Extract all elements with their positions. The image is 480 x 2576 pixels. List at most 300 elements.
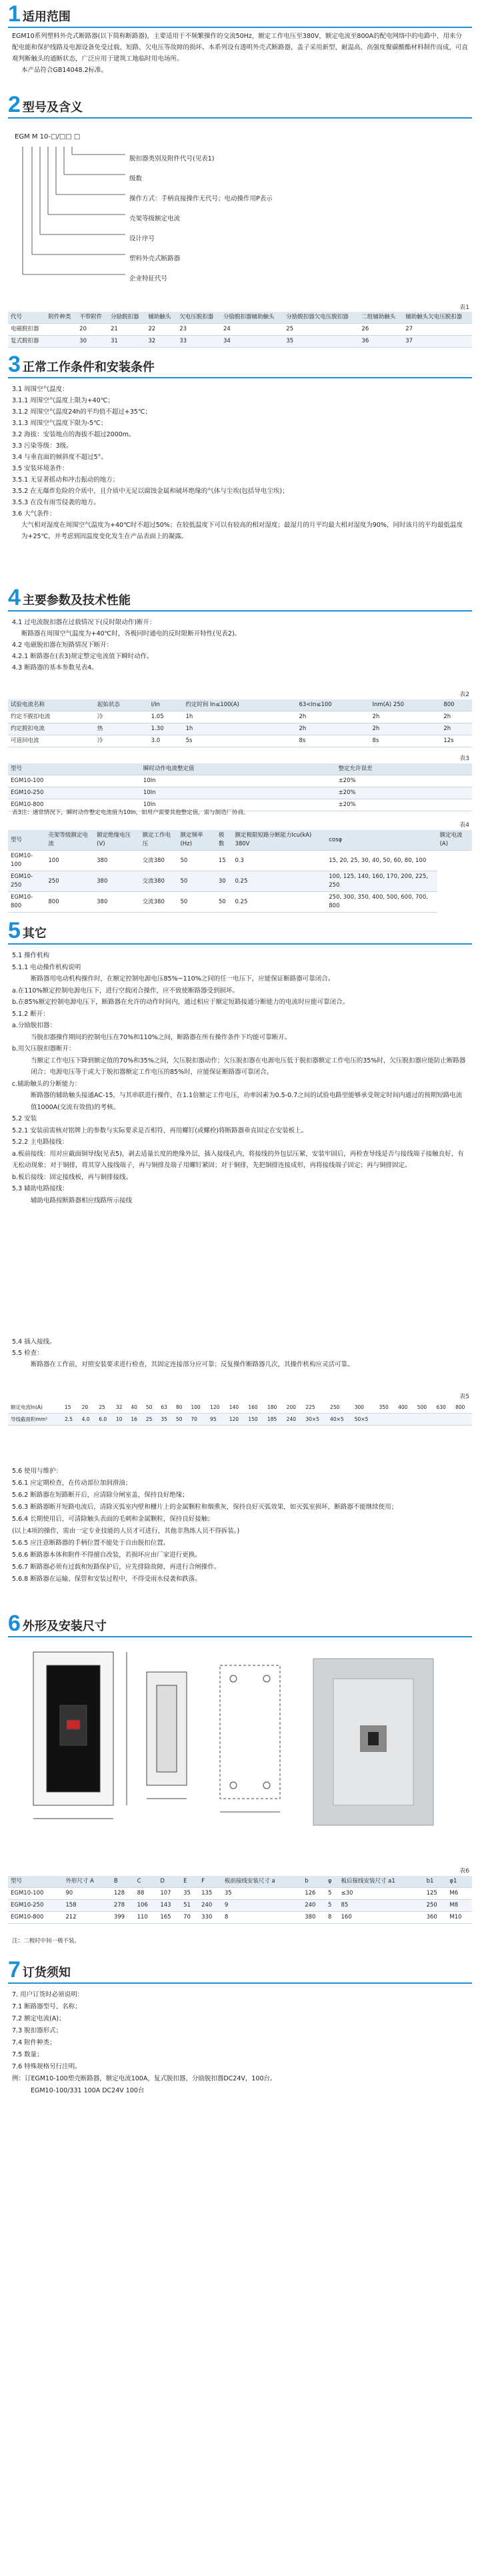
divider <box>8 377 472 378</box>
table-cell: 50 <box>216 892 233 913</box>
table-header-cell: 附件种类 <box>45 312 77 324</box>
section-number: 3 <box>8 352 21 377</box>
breaker-photo-drawing <box>313 1659 433 1825</box>
table-cell: 4.0 <box>79 1414 97 1426</box>
breaker-handle <box>67 1720 80 1729</box>
legend-item: 企业特征代号 <box>129 275 168 282</box>
legend-item: 级数 <box>129 175 143 183</box>
table-cell: 125 <box>424 1888 447 1900</box>
text-line: 3.3 污染等级：3级。 <box>12 442 73 450</box>
table-cell: 1.30 <box>149 723 183 735</box>
table-cell: 70 <box>188 1414 207 1426</box>
table-cell: 380 <box>94 871 139 892</box>
table-row <box>8 723 472 735</box>
table-header-cell: cosφ <box>326 830 437 851</box>
text-line: EGM10-100/331 100A DC24V 100台 <box>31 2087 145 2094</box>
table-header-cell: I/In <box>149 699 183 711</box>
table-cell: 30×5 <box>303 1414 327 1426</box>
text-line: 3.5 安装环境条件： <box>12 465 69 472</box>
section-7-body <box>12 1989 468 2097</box>
table-header-cell: 分励脱扣器 <box>108 312 145 324</box>
table-cell: 240 <box>302 1900 325 1912</box>
table-caption: 表5 <box>459 1394 469 1400</box>
table-cell: 25 <box>143 1414 159 1426</box>
divider <box>8 943 472 945</box>
legend-item: 塑料外壳式断路器 <box>129 255 181 262</box>
divider <box>8 117 472 119</box>
text-line: 5.6.4 长期使用后，可清除触头表面的毛刺和金属颗粒，保持良好接触； <box>12 1515 214 1523</box>
table-cell: 10 <box>113 1414 129 1426</box>
table-cell: ±20% <box>336 799 472 811</box>
table-6 <box>8 1876 472 1924</box>
table-cell: 8 <box>325 1912 339 1924</box>
table-note: 表3注：通常情况下，瞬时动作整定电流值为10In，如用户需要其他整定值，需与制造厂协商。 <box>12 809 249 816</box>
text-line: 7.5 数量； <box>12 2051 43 2058</box>
table-cell: 300 <box>352 1402 377 1414</box>
table-header-cell: 额定频率(Hz) <box>177 830 215 851</box>
table-cell: 20 <box>79 1402 97 1414</box>
text-line: 4.2 电磁脱扣器在短路情况下断开： <box>12 642 113 649</box>
section-title: 订货须知 <box>22 1966 71 1980</box>
table-header-cell: F <box>199 1876 222 1888</box>
text-line: 3.1.2 周围空气温度24h的平均值不超过+35℃； <box>12 408 152 416</box>
table-cell: 50 <box>143 1402 159 1414</box>
table-cell: 240 <box>284 1414 303 1426</box>
table-cell: 110 <box>135 1912 158 1924</box>
text-line: 5.6.1 应定期检查，在传动部位加润滑油； <box>12 1480 132 1487</box>
table-header-cell: E <box>181 1876 199 1888</box>
table-cell: 107 <box>157 1888 181 1900</box>
table-cell: EGM10-100 <box>8 1888 63 1900</box>
table-cell: 21 <box>108 324 145 336</box>
table-header-cell: 800 <box>441 699 472 711</box>
table-cell: 250 <box>327 1402 352 1414</box>
table-cell: 交流380 <box>140 871 178 892</box>
table-cell: 250 <box>424 1900 447 1912</box>
table-header-cell: 型号 <box>8 763 141 775</box>
divider <box>8 1982 472 1984</box>
table-cell: M10 <box>447 1912 472 1924</box>
section-title: 适用范围 <box>22 10 71 24</box>
table-cell: 2h <box>370 723 441 735</box>
model-code-legend <box>129 149 273 289</box>
table-header-cell: 约定时间 In≤100(A) <box>183 699 296 711</box>
table-cell: 电磁脱扣器 <box>8 324 45 336</box>
table-cell: 35 <box>181 1888 199 1900</box>
section-number: 4 <box>8 585 21 610</box>
table-cell: 约定脱扣电流 <box>8 723 95 735</box>
text-line: 5.3 辅助电路接线： <box>12 1185 69 1192</box>
table-cell: 126 <box>302 1888 325 1900</box>
table-cell: 2h <box>297 711 370 723</box>
table-row <box>8 871 472 892</box>
model-code-diagram <box>12 133 385 333</box>
table-cell: 冷 <box>95 711 149 723</box>
section-3-body <box>12 384 468 542</box>
text-line: 3.5.1 无显著摇动和冲击振动的地方； <box>12 476 119 484</box>
table-header-cell: 整定允许误差 <box>336 763 472 775</box>
text-line: 5.2.1 安装前需核对铭牌上的参数与实际要求是否相符，再用螺钉(或螺栓)将断路器垂直固定在安装板上。 <box>12 1126 308 1134</box>
legend-item: 壳架等级额定电流 <box>129 215 181 222</box>
table-cell: 380 <box>302 1912 325 1924</box>
text-line: 7.4 附件种类； <box>12 2039 56 2046</box>
table-cell <box>453 1414 472 1426</box>
table-cell: 630 <box>433 1402 453 1414</box>
table-row <box>8 787 472 799</box>
section-number: 7 <box>8 1957 21 1982</box>
table-cell: 95 <box>207 1414 227 1426</box>
text-line: b.在85%额定控制电源电压下，断路器在允许的动作时间内，通过相应于额定短路接通分断能力的电流时应能可靠闭合。 <box>12 999 349 1006</box>
table-cell: 8 <box>222 1912 302 1924</box>
table-header-cell: 额定极限短路分断能力Icu(kA) 380V <box>232 830 326 851</box>
table-cell: 30 <box>216 871 233 892</box>
table-caption: 表2 <box>459 691 469 698</box>
legend-item: 脱扣器类别及附件代号(见表1) <box>129 155 215 163</box>
text-line: 5.2 安装 <box>12 1115 37 1122</box>
section-number: 5 <box>8 918 21 943</box>
table-cell: 24 <box>221 324 283 336</box>
table-header-cell: 额定电流(A) <box>437 830 472 851</box>
table-row <box>8 1414 472 1426</box>
section-6-heading <box>8 1612 107 1635</box>
text-line: 当额定工作电压下降到额定值的70%和35%之间，欠压脱扣器动作；欠压脱扣器在电源电压低于脱扣器额定工作电压的35%时，欠压脱扣器应能防止断路器闭合；电源电压等于或大于脱扣器额定工作电压的85%时，应能保证断路器可靠闭合。 <box>31 1057 466 1076</box>
table-header-cell: 额定工作电压 <box>140 830 178 851</box>
section-title: 型号及含义 <box>22 101 83 115</box>
divider <box>8 1636 472 1637</box>
table-cell: ≤30 <box>338 1888 423 1900</box>
table-cell: 500 <box>415 1402 434 1414</box>
table-row <box>8 324 472 336</box>
table-header-cell: D <box>157 1876 181 1888</box>
table-cell: 88 <box>135 1888 158 1900</box>
table-4 <box>8 830 472 913</box>
table-cell: 16 <box>128 1414 143 1426</box>
text-line: 7.6 特殊规格另行注明。 <box>12 2063 81 2070</box>
table-header-cell: B <box>111 1876 135 1888</box>
table-cell: 100, 125, 140, 160, 170, 200, 225, 250 <box>326 871 437 892</box>
text-line: 5.1.1 电动操作机构说明 <box>12 963 81 971</box>
side-view-drawing <box>147 1672 187 1799</box>
table-header-cell: 极数 <box>216 830 233 851</box>
table-cell: 50×5 <box>352 1414 377 1426</box>
table-header-cell: 板后接线安装尺寸 a1 <box>338 1876 423 1888</box>
table-cell: 150 <box>245 1414 265 1426</box>
table-cell: 2h <box>441 723 472 735</box>
table-row <box>8 1900 472 1912</box>
table-row <box>8 775 472 787</box>
table-cell: 330 <box>199 1912 222 1924</box>
table-cell: 90 <box>63 1888 111 1900</box>
table-row <box>8 336 472 348</box>
table-cell: 128 <box>111 1888 135 1900</box>
text-line: a.在110%额定控制电源电压下，进行空载闭合操作，应不致使断路器受到损坏。 <box>12 987 239 995</box>
table-3 <box>8 763 472 811</box>
table-cell: 50 <box>177 851 215 871</box>
text-line: 5.5 检查： <box>12 1350 43 1357</box>
table-cell: 240 <box>199 1900 222 1912</box>
table-cell: 135 <box>199 1888 222 1900</box>
text-line: 辅助电路按断路器相应线路所示接线 <box>31 1196 133 1204</box>
table-cell: 380 <box>94 851 139 871</box>
table-header-cell: 壳架等级额定电流 <box>45 830 94 851</box>
table-5 <box>8 1402 472 1426</box>
table-cell: 399 <box>111 1912 135 1924</box>
table-header-cell: 代号 <box>8 312 45 324</box>
table-cell: 10In <box>141 799 336 811</box>
table-cell: 6.0 <box>96 1414 113 1426</box>
text-line: 当脱扣器操作期间的控制电压在70%和110%之间，断路器在所有操作条件下均能可靠断开。 <box>31 1033 291 1041</box>
table-cell: 导线截面积mm² <box>8 1414 62 1426</box>
section-1-body <box>12 31 468 76</box>
text-line: 3.6 大气条件： <box>12 510 56 518</box>
table-header-cell: φ <box>325 1876 339 1888</box>
table-cell: 50 <box>177 871 215 892</box>
table-cell: 25 <box>283 324 359 336</box>
outline-drawings <box>20 1645 460 1859</box>
table-header-cell: 试验电流名称 <box>8 699 95 711</box>
table-cell: 可返回电流 <box>8 735 95 747</box>
table-cell: 32 <box>145 336 177 348</box>
table-cell: EGM10-800 <box>8 799 141 811</box>
table-cell: 32 <box>113 1402 129 1414</box>
table-caption: 表1 <box>459 304 469 311</box>
table-cell: 热 <box>95 723 149 735</box>
table-cell: 250 <box>45 871 94 892</box>
table-cell: 160 <box>338 1912 423 1924</box>
table-header-cell: 辅助触头 <box>145 312 177 324</box>
legend-item: 设计序号 <box>129 235 155 242</box>
text-line: 断路器在工作前，对照安装要求进行检查，其固定连接部分应可靠；反复操作断路器几次，其操作机构应灵活可靠。 <box>31 1361 354 1368</box>
table-header-cell: 辅助触头欠电压脱扣器 <box>403 312 472 324</box>
table-cell: EGM10-800 <box>8 892 45 913</box>
table-cell: 212 <box>63 1912 111 1924</box>
table-header-cell: 分励脱扣器欠电压脱扣器 <box>283 312 359 324</box>
table-cell: 复式脱扣器 <box>8 336 45 348</box>
text-line: 5.2.2 主电路接线： <box>12 1138 69 1146</box>
table-cell: 26 <box>359 324 403 336</box>
section-5-body <box>12 950 468 1206</box>
legend-item: 操作方式：手柄直接操作无代号；电动操作用P表示 <box>129 195 273 203</box>
text-line: 3.5.2 在无爆炸危险的介质中，且介质中无足以腐蚀金属和破坏绝缘的气体与尘埃(包括导电尘埃)； <box>12 488 289 495</box>
text-line: 7.2 额定电流(A)； <box>12 2015 65 2022</box>
table-cell: 200 <box>284 1402 303 1414</box>
table-cell: 27 <box>403 324 472 336</box>
table-cell: 5s <box>183 735 296 747</box>
table-cell: ±20% <box>336 775 472 787</box>
text-line: a.板前接线：用对应截面铜导线(见表5)，剥去适量长度的绝缘外层，插入接线孔内，将接线的外包层压紧，安装牢固后，再检查导线是否与接线端子接触良好，有无松动现象；对于铜排，将其穿入接线端子，再与铜排及端子用螺钉紧固；对于铜排，先把铜排连接成形，再将接线端子固定；再与铜排固定。 <box>12 1150 464 1169</box>
table-row <box>8 1912 472 1924</box>
table-header-cell: 63<In≤100 <box>297 699 370 711</box>
table-cell: 1.05 <box>149 711 183 723</box>
table-cell: 3.0 <box>149 735 183 747</box>
front-view-drawing <box>33 1652 127 1819</box>
text-line: 5.6.2 断路器在短路断开后，应清除分闸室盖，保持良好绝缘； <box>12 1492 189 1499</box>
table-cell: 100 <box>45 851 94 871</box>
section-number: 1 <box>8 1 21 27</box>
table-cell: EGM10-250 <box>8 787 141 799</box>
text-line: 3.4 与垂直面的倾斜度不超过5°。 <box>12 454 107 461</box>
section-5-body-3 <box>12 1466 468 1585</box>
table-cell <box>45 324 77 336</box>
table-1 <box>8 312 472 348</box>
text-line: 断路器的辅助触头接通AC-15，与其串联进行操作，在1.1倍额定工作电压，功率因素为0.5-0.7之间的试验电路里能够承受规定时间内通过的预期短路电流值1000A(交流有效值)的考核。 <box>31 1092 463 1111</box>
table-header-cell: Inm(A) 250 <box>370 699 441 711</box>
text-line: b.用欠压脱扣器断开： <box>12 1045 75 1053</box>
table-cell: 5 <box>325 1888 339 1900</box>
table-caption: 表6 <box>459 1868 469 1875</box>
table-cell: M8 <box>447 1900 472 1912</box>
section-1-heading <box>8 3 71 25</box>
text-line: 5.6.7 断路器必须有过载和短路保护后，应先排除故障，再进行合闸操作。 <box>12 1563 221 1571</box>
table-cell: 2h <box>441 711 472 723</box>
table-cell: 0.3 <box>232 851 326 871</box>
section-number: 6 <box>8 1611 21 1636</box>
table-cell: 400 <box>395 1402 415 1414</box>
model-code: EGM M 10-□/□□ □ <box>15 133 81 141</box>
table-cell: 20 <box>77 324 108 336</box>
table-cell: 1h <box>183 711 296 723</box>
section-4-heading <box>8 586 131 609</box>
text-line: c.辅助触头的分断能力： <box>12 1080 81 1088</box>
table-cell: 35 <box>283 336 359 348</box>
table-cell: EGM10-250 <box>8 1900 63 1912</box>
text-line: 7. 用户订货时必须说明： <box>12 1991 84 1998</box>
table-cell: 2h <box>297 723 370 735</box>
table-header-cell: C <box>135 1876 158 1888</box>
table-cell: 50 <box>177 892 215 913</box>
table-header-cell: 板前接线安装尺寸 a <box>222 1876 302 1888</box>
table-2 <box>8 699 472 747</box>
table-cell: 10In <box>141 775 336 787</box>
table-cell: 158 <box>63 1900 111 1912</box>
table-cell: 交流380 <box>140 851 178 871</box>
table-row <box>8 851 472 871</box>
table-cell: 185 <box>265 1414 284 1426</box>
table-note: 注：二极时中间一极不装。 <box>12 1938 81 1944</box>
table-header-cell: 欠电压脱扣器 <box>177 312 221 324</box>
table-caption: 表4 <box>459 822 469 829</box>
table-cell: 380 <box>94 892 139 913</box>
table-cell: 交流380 <box>140 892 178 913</box>
text-line: 4.3 断路器的基本参数见表4。 <box>12 664 98 671</box>
table-cell: 冷 <box>95 735 149 747</box>
table-cell: 额定电流In(A) <box>8 1402 62 1414</box>
section-2-heading <box>8 93 83 116</box>
table-cell: 10In <box>141 787 336 799</box>
table-header-cell: 瞬时动作电流整定值 <box>141 763 336 775</box>
text-line: 大气相对湿度在周围空气温度为+40℃时不超过50%；在较低温度下可以有较高的相对湿度；最湿月的月平均最大相对湿度为90%，同时该月的平均最低温度为+25℃，并考虑到因温度变化发生在产品表面上的凝露。 <box>21 522 463 540</box>
table-header-cell: 不带附件 <box>77 312 108 324</box>
section-title: 正常工作条件和安装条件 <box>22 360 155 374</box>
table-cell: 35 <box>158 1414 173 1426</box>
table-cell: 120 <box>227 1414 246 1426</box>
table-header-cell: 起始状态 <box>95 699 149 711</box>
table-row <box>8 711 472 723</box>
table-cell: 0.25 <box>232 892 326 913</box>
text-line: 3.2 海拔：安装地点的海拔不超过2000m。 <box>12 431 135 438</box>
table-cell: 350 <box>376 1402 395 1414</box>
table-cell: 2h <box>370 711 441 723</box>
text-line: 5.6 使用与维护： <box>12 1468 63 1475</box>
table-cell: 22 <box>145 324 177 336</box>
table-cell: 1h <box>183 723 296 735</box>
divider <box>8 27 472 28</box>
table-row <box>8 1888 472 1900</box>
text-line: 5.6.6 断路器本体和附件不得擅自改装，若损坏应由厂家进行更换。 <box>12 1551 201 1559</box>
table-cell: 37 <box>403 336 472 348</box>
table-cell: 25 <box>96 1402 113 1414</box>
table-header-cell: 分励脱扣器辅助触头 <box>221 312 283 324</box>
table-cell: 36 <box>359 336 403 348</box>
table-header-cell: 额定绝缘电压(V) <box>94 830 139 851</box>
paragraph: 本产品符合GB14048.2标准。 <box>21 67 108 74</box>
table-cell: 40 <box>128 1402 143 1414</box>
section-title: 其它 <box>22 927 47 941</box>
table-row <box>8 892 472 913</box>
text-line: 5.6.3 断路器断开短路电流后，清除灭弧室内壁和栅片上的金属颗粒和烟熏灰，保持良好灭弧效果，如灭弧室损坏，断路器不能继续使用； <box>12 1503 398 1511</box>
text-line: 3.1 周围空气温度： <box>12 386 69 393</box>
table-cell: 约定不脱扣电流 <box>8 711 95 723</box>
table-header-cell: b1 <box>424 1876 447 1888</box>
table-cell: 250, 300, 350, 400, 500, 600, 700, 800 <box>326 892 437 913</box>
text-line: 7.1 断路器型号、名称； <box>12 2003 81 2010</box>
table-cell: 800 <box>453 1402 472 1414</box>
table-cell: 15, 20, 25, 30, 40, 50, 60, 80, 100 <box>326 851 437 871</box>
table-header-cell: 二组辅助触头 <box>359 312 403 324</box>
table-cell: 800 <box>45 892 94 913</box>
table-cell: 143 <box>157 1900 181 1912</box>
text-line: 5.6.5 应注意断路器的手柄位置不能处于自由脱扣位置。 <box>12 1539 170 1547</box>
table-caption: 表3 <box>459 755 469 762</box>
table-cell: 278 <box>111 1900 135 1912</box>
table-cell: EGM10-800 <box>8 1912 63 1924</box>
table-cell: 106 <box>135 1900 158 1912</box>
text-line: 3.1.1 周围空气温度上限为+40℃； <box>12 397 114 404</box>
divider <box>8 610 472 612</box>
table-header-cell: φ1 <box>447 1876 472 1888</box>
table-cell: 33 <box>177 336 221 348</box>
text-line: 5.6.8 断路器在运输、保管和安装过程中，不得受雨水侵袭和跌落。 <box>12 1575 201 1583</box>
table-cell: 8s <box>297 735 370 747</box>
section-3-heading <box>8 353 155 376</box>
table-cell <box>415 1414 434 1426</box>
table-cell: 15 <box>216 851 233 871</box>
table-cell <box>433 1414 453 1426</box>
table-cell: 9 <box>222 1900 302 1912</box>
text-line: 4.1 过电流脱扣器在过载情况下(反时限动作)断开： <box>12 619 156 626</box>
table-cell: M6 <box>447 1888 472 1900</box>
table-cell: 31 <box>108 336 145 348</box>
table-cell: 15 <box>62 1402 79 1414</box>
table-cell: 225 <box>303 1402 327 1414</box>
table-cell: 80 <box>173 1402 189 1414</box>
table-cell: EGM10-100 <box>8 775 141 787</box>
section-title: 外形及安装尺寸 <box>22 1619 107 1633</box>
table-cell: 50 <box>173 1414 189 1426</box>
section-5-body-2 <box>12 1336 468 1370</box>
text-line: b.板后接线：固定接线板，再与铜排接线。 <box>12 1173 133 1181</box>
table-cell: 8s <box>370 735 441 747</box>
table-cell: EGM10-100 <box>8 851 45 871</box>
text-line: 5.4 插入接线。 <box>12 1338 56 1346</box>
table-cell: 0.25 <box>232 871 326 892</box>
section-4-body <box>12 617 468 673</box>
text-line: 7.3 脱扣器形式； <box>12 2027 63 2034</box>
table-cell <box>395 1414 415 1426</box>
text-line: 3.5.3 在没有雨雪侵袭的地方。 <box>12 499 100 506</box>
table-header-cell: 型号 <box>8 830 45 851</box>
table-header-cell: 外形尺寸 A <box>63 1876 111 1888</box>
